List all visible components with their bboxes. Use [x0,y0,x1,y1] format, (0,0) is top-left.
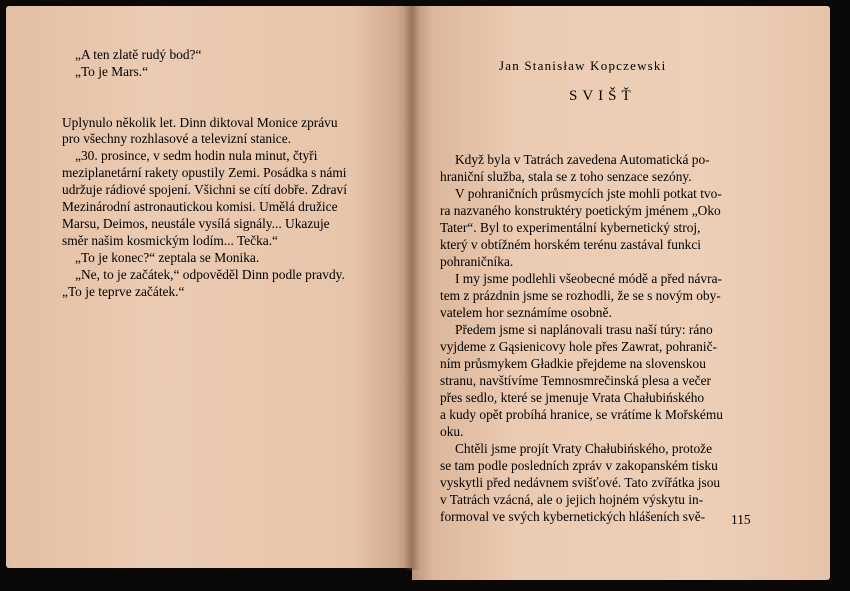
right-line-5: Tater“. Byl to experimentální kybernetický stroj, [440,220,701,235]
right-line-22: formoval ve svých kybernetických hlášeních svě- [440,509,706,524]
left-line-6: meziplanetární rakety opustily Zemi. Posádka s námi [62,165,347,180]
right-line-18: Chtěli jsme projít Vraty Chałubińského, protože [455,441,713,456]
story-title: SVIŠŤ [569,88,636,104]
right-line-6: který v obtížném horském terénu zastával funkci [440,237,702,252]
right-line-11: Předem jsme si naplánovali trasu naší túry: ráno [455,322,713,337]
left-line-5: „30. prosince, v sedm hodin nula minut, čtyři [75,148,318,163]
right-line-15: přes sedlo, které se jmenuje Vrata Chałubińského [440,390,705,405]
right-line-9: tem z prázdnin jsme se rozhodli, že se s novým oby- [440,288,721,303]
right-line-13: ním průsmykem Gładkie přejdeme na slovenskou [440,356,706,371]
page-number: 115 [731,512,751,527]
right-line-14: stranu, navštívíme Temnosmrečinská plesa a večer [440,373,712,388]
right-line-3: V pohraničních průsmycích jste mohli potkat tvo- [455,186,722,201]
right-line-2: hraniční služba, stala se z toho senzace sezóny. [440,169,692,184]
right-line-17: oku. [440,424,464,439]
book-gutter [404,6,420,570]
right-line-10: vatelem hor seznámíme osobně. [440,305,612,320]
left-line-1: „A ten zlatě rudý bod?“ [75,47,202,62]
right-line-8: I my jsme podlehli všeobecné módě a před návra- [455,271,722,286]
left-line-4: pro všechny rozhlasové a televizní stanice. [62,131,292,146]
right-line-12: vyjdeme z Gąsienicovy hole přes Zawrat, pohranič- [440,339,718,354]
right-line-1: Když byla v Tatrách zavedena Automatická po- [455,152,710,167]
author-name: Jan Stanisław Kopczewski [499,58,667,73]
left-line-8: Mezinárodní astronautickou komisi. Umělá družice [62,199,338,214]
left-line-12: „Ne, to je začátek,“ odpověděl Dinn podle pravdy. [75,267,345,282]
right-line-21: v Tatrách vzácná, ale o jejich hojném výskytu in- [440,492,704,507]
left-line-11: „To je konec?“ zeptala se Monika. [75,250,260,265]
left-line-2: „To je Mars.“ [75,64,149,79]
right-line-19: se tam podle posledních zpráv v zakopanském tisku [440,458,718,473]
left-line-10: směr našim kosmickým lodím... Tečka.“ [62,233,279,248]
left-line-9: Marsu, Deimos, neustále vysílá signály... Ukazuje [62,216,330,231]
right-line-16: a kudy opět probíhá hranice, se vrátíme k Mořskému [440,407,723,422]
right-line-7: pohraničníka. [440,254,514,269]
right-line-20: vyskytli před nedávnem svišťové. Tato zvířátka jsou [440,475,721,490]
left-line-3: Uplynulo několik let. Dinn diktoval Monice zprávu [62,115,338,130]
left-line-7: udržuje rádiové spojení. Všichni se cítí dobře. Zdraví [62,182,347,197]
right-line-4: ra nazvaného konstruktéry poetickým jménem „Oko [440,203,721,218]
left-line-13: „To je teprve začátek.“ [62,284,185,299]
